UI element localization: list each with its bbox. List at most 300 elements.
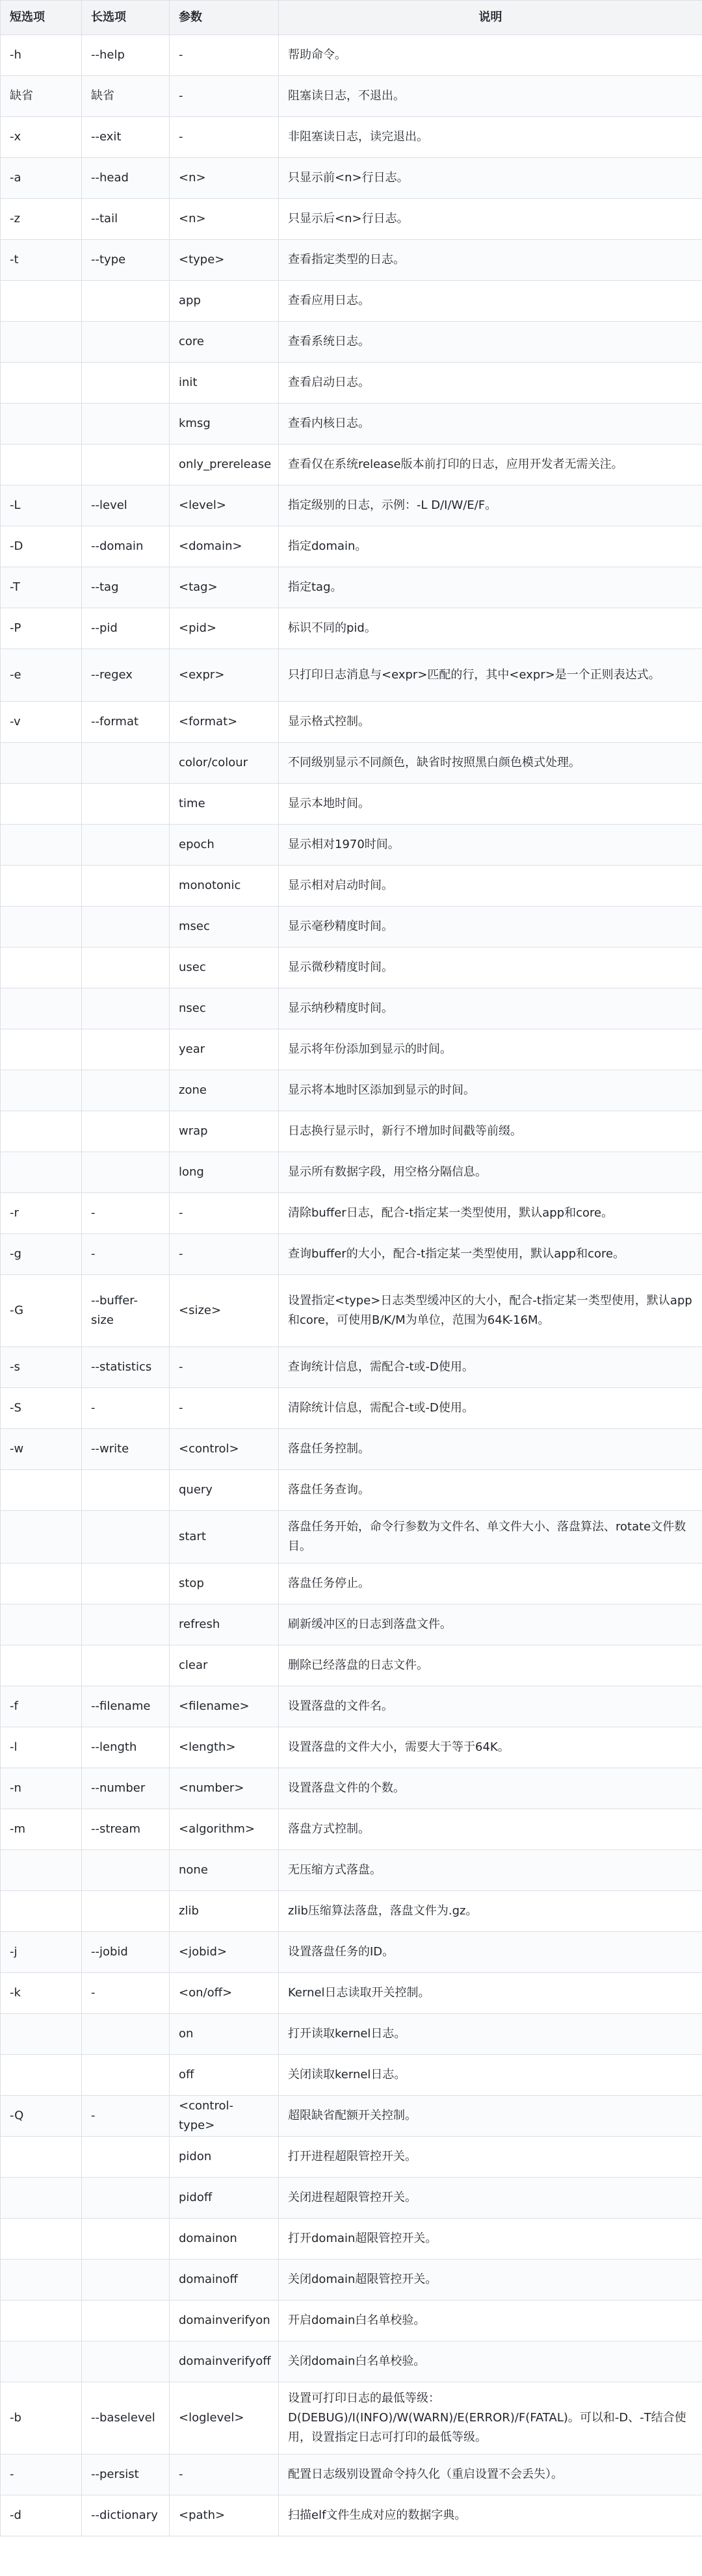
table-row — [1, 1727, 702, 1768]
cell-short-option: -s — [1, 1347, 82, 1388]
table-row — [1, 2219, 702, 2260]
table-row — [1, 1511, 702, 1564]
cell-parameter: - — [170, 1234, 279, 1275]
cell-long-option: --help — [82, 35, 170, 76]
cell-short-option — [1, 2260, 82, 2300]
table-row — [1, 988, 702, 1029]
cell-description: 删除已经落盘的日志文件。 — [279, 1645, 702, 1686]
cell-parameter: - — [170, 1347, 279, 1388]
cell-parameter: on — [170, 2014, 279, 2055]
cell-short-option — [1, 907, 82, 947]
cell-description: 显示所有数据字段，用空格分隔信息。 — [279, 1152, 702, 1193]
table-row — [1, 2260, 702, 2300]
cell-short-option — [1, 1564, 82, 1604]
cell-parameter: pidoff — [170, 2178, 279, 2219]
cell-long-option — [82, 784, 170, 825]
table-row — [1, 199, 702, 240]
cell-short-option: -t — [1, 240, 82, 281]
cell-long-option — [82, 947, 170, 988]
cell-short-option — [1, 363, 82, 404]
cell-description: 指定domain。 — [279, 526, 702, 567]
table-row — [1, 2382, 702, 2454]
cell-long-option — [82, 1511, 170, 1564]
cell-parameter: <expr> — [170, 649, 279, 702]
cell-parameter: <pid> — [170, 608, 279, 649]
table-row — [1, 1070, 702, 1111]
table-row — [1, 1152, 702, 1193]
cell-short-option — [1, 404, 82, 444]
table-row — [1, 158, 702, 199]
cell-short-option — [1, 866, 82, 907]
table-row — [1, 1850, 702, 1891]
cell-long-option — [82, 363, 170, 404]
cell-long-option — [82, 1891, 170, 1932]
cell-description: 标识不同的pid。 — [279, 608, 702, 649]
cell-short-option — [1, 988, 82, 1029]
table-row — [1, 1234, 702, 1275]
cell-parameter: - — [170, 76, 279, 117]
cell-short-option — [1, 1511, 82, 1564]
table-row — [1, 1111, 702, 1152]
table-row — [1, 1768, 702, 1809]
cell-short-option: -L — [1, 485, 82, 526]
header-short-option: 短选项 — [1, 1, 82, 35]
cell-description: 显示微秒精度时间。 — [279, 947, 702, 988]
cell-description: 清除buffer日志，配合-t指定某一类型使用，默认app和core。 — [279, 1193, 702, 1234]
cell-parameter: msec — [170, 907, 279, 947]
cell-parameter: <path> — [170, 2495, 279, 2536]
cell-short-option — [1, 1152, 82, 1193]
cell-parameter: long — [170, 1152, 279, 1193]
cell-description: 查看内核日志。 — [279, 404, 702, 444]
table-row — [1, 702, 702, 743]
cell-long-option — [82, 322, 170, 363]
cell-description: zlib压缩算法落盘，落盘文件为.gz。 — [279, 1891, 702, 1932]
cell-description: 清除统计信息，需配合-t或-D使用。 — [279, 1388, 702, 1429]
cell-description: 查看仅在系统release版本前打印的日志，应用开发者无需关注。 — [279, 444, 702, 485]
cell-long-option: --head — [82, 158, 170, 199]
cell-long-option: --filename — [82, 1686, 170, 1727]
cell-short-option — [1, 322, 82, 363]
table-row — [1, 2178, 702, 2219]
table-row — [1, 117, 702, 158]
cell-long-option — [82, 743, 170, 784]
cell-parameter: <filename> — [170, 1686, 279, 1727]
cell-long-option: --stream — [82, 1809, 170, 1850]
cell-short-option — [1, 825, 82, 866]
cell-long-option: --statistics — [82, 1347, 170, 1388]
cell-long-option — [82, 2014, 170, 2055]
cell-long-option — [82, 1850, 170, 1891]
cell-description: 落盘任务开始，命令行参数为文件名、单文件大小、落盘算法、rotate文件数目。 — [279, 1511, 702, 1564]
cell-parameter: clear — [170, 1645, 279, 1686]
cell-short-option: -l — [1, 1727, 82, 1768]
cell-description: 落盘任务停止。 — [279, 1564, 702, 1604]
cell-description: 只打印日志消息与<expr>匹配的行，其中<expr>是一个正则表达式。 — [279, 649, 702, 702]
cell-short-option — [1, 1850, 82, 1891]
cell-parameter: start — [170, 1511, 279, 1564]
cell-short-option — [1, 2137, 82, 2178]
table-row — [1, 907, 702, 947]
cell-short-option: -b — [1, 2382, 82, 2454]
cell-description: 关闭读取kernel日志。 — [279, 2055, 702, 2096]
cell-description: 非阻塞读日志，读完退出。 — [279, 117, 702, 158]
cell-description: 落盘方式控制。 — [279, 1809, 702, 1850]
cell-long-option: --number — [82, 1768, 170, 1809]
cell-description: 查看指定类型的日志。 — [279, 240, 702, 281]
cell-short-option: -v — [1, 702, 82, 743]
table-row — [1, 76, 702, 117]
cell-parameter: <number> — [170, 1768, 279, 1809]
cell-parameter: off — [170, 2055, 279, 2096]
cell-short-option — [1, 1645, 82, 1686]
cell-short-option — [1, 281, 82, 322]
cell-long-option — [82, 1152, 170, 1193]
cell-long-option — [82, 2178, 170, 2219]
cell-parameter: color/colour — [170, 743, 279, 784]
cell-description: 打开domain超限管控开关。 — [279, 2219, 702, 2260]
cell-description: 设置落盘文件的个数。 — [279, 1768, 702, 1809]
cell-long-option — [82, 1604, 170, 1645]
cell-long-option — [82, 2219, 170, 2260]
cell-parameter: domainon — [170, 2219, 279, 2260]
table-row — [1, 2137, 702, 2178]
table-row — [1, 1686, 702, 1727]
cell-short-option: -P — [1, 608, 82, 649]
cell-description: 落盘任务查询。 — [279, 1470, 702, 1511]
cell-description: 开启domain白名单校验。 — [279, 2300, 702, 2341]
table-row — [1, 1891, 702, 1932]
cell-short-option — [1, 784, 82, 825]
cell-long-option — [82, 825, 170, 866]
cell-parameter: app — [170, 281, 279, 322]
cell-description: 关闭进程超限管控开关。 — [279, 2178, 702, 2219]
table-row — [1, 404, 702, 444]
cell-parameter: stop — [170, 1564, 279, 1604]
cell-parameter: epoch — [170, 825, 279, 866]
table-row — [1, 1275, 702, 1347]
cell-description: 显示格式控制。 — [279, 702, 702, 743]
cell-long-option — [82, 1470, 170, 1511]
cell-long-option: --buffer-size — [82, 1275, 170, 1347]
cell-description: 日志换行显示时，新行不增加时间戳等前缀。 — [279, 1111, 702, 1152]
table-row — [1, 363, 702, 404]
table-row — [1, 1645, 702, 1686]
cell-parameter: - — [170, 35, 279, 76]
table-row — [1, 2014, 702, 2055]
cell-long-option: - — [82, 2096, 170, 2137]
cell-short-option: -w — [1, 1429, 82, 1470]
cell-description: 超限缺省配额开关控制。 — [279, 2096, 702, 2137]
cell-parameter: <n> — [170, 199, 279, 240]
cell-long-option: --baselevel — [82, 2382, 170, 2454]
cell-short-option: -r — [1, 1193, 82, 1234]
cell-parameter: zlib — [170, 1891, 279, 1932]
cell-short-option: -j — [1, 1932, 82, 1973]
cell-parameter: <domain> — [170, 526, 279, 567]
cell-long-option — [82, 1029, 170, 1070]
cell-long-option: --level — [82, 485, 170, 526]
cell-long-option: 缺省 — [82, 76, 170, 117]
cell-long-option — [82, 988, 170, 1029]
table-row — [1, 281, 702, 322]
table-body — [1, 35, 702, 2536]
cell-long-option: --pid — [82, 608, 170, 649]
cell-short-option — [1, 1604, 82, 1645]
header-parameter: 参数 — [170, 1, 279, 35]
cell-short-option: - — [1, 2454, 82, 2495]
cell-long-option: - — [82, 1388, 170, 1429]
cell-description: 查询buffer的大小，配合-t指定某一类型使用，默认app和core。 — [279, 1234, 702, 1275]
cell-description: 落盘任务控制。 — [279, 1429, 702, 1470]
cell-short-option: -S — [1, 1388, 82, 1429]
cell-long-option — [82, 2300, 170, 2341]
cell-description: 显示本地时间。 — [279, 784, 702, 825]
table-row — [1, 2055, 702, 2096]
cell-short-option — [1, 743, 82, 784]
cell-long-option: --type — [82, 240, 170, 281]
cell-short-option: -m — [1, 1809, 82, 1850]
cell-description: 刷新缓冲区的日志到落盘文件。 — [279, 1604, 702, 1645]
cell-long-option — [82, 1645, 170, 1686]
cell-parameter: <n> — [170, 158, 279, 199]
cell-long-option — [82, 2137, 170, 2178]
cell-long-option: --tail — [82, 199, 170, 240]
cell-parameter: - — [170, 1388, 279, 1429]
table-row — [1, 947, 702, 988]
cell-parameter: <on/off> — [170, 1973, 279, 2014]
table-row — [1, 444, 702, 485]
cell-description: 设置落盘的文件名。 — [279, 1686, 702, 1727]
cell-parameter: <level> — [170, 485, 279, 526]
cell-description: 查看应用日志。 — [279, 281, 702, 322]
cell-parameter: domainverifyon — [170, 2300, 279, 2341]
cell-long-option: --format — [82, 702, 170, 743]
cell-short-option: 缺省 — [1, 76, 82, 117]
cell-description: 设置落盘任务的ID。 — [279, 1932, 702, 1973]
cell-short-option — [1, 444, 82, 485]
table-header-row — [1, 1, 702, 35]
table-row — [1, 1429, 702, 1470]
cell-short-option — [1, 2341, 82, 2382]
cell-description: 不同级别显示不同颜色，缺省时按照黑白颜色模式处理。 — [279, 743, 702, 784]
cell-long-option — [82, 1111, 170, 1152]
cell-parameter: query — [170, 1470, 279, 1511]
cell-parameter: year — [170, 1029, 279, 1070]
cell-long-option: --jobid — [82, 1932, 170, 1973]
cell-parameter: none — [170, 1850, 279, 1891]
cell-parameter: <loglevel> — [170, 2382, 279, 2454]
cell-description: 指定级别的日志，示例：-L D/I/W/E/F。 — [279, 485, 702, 526]
cell-description: 关闭domain白名单校验。 — [279, 2341, 702, 2382]
table-row — [1, 35, 702, 76]
table-row — [1, 2495, 702, 2536]
cell-parameter: domainverifyoff — [170, 2341, 279, 2382]
cell-short-option — [1, 1891, 82, 1932]
cell-parameter: init — [170, 363, 279, 404]
cell-description: 只显示后<n>行日志。 — [279, 199, 702, 240]
cell-short-option: -h — [1, 35, 82, 76]
cell-description: 显示将年份添加到显示的时间。 — [279, 1029, 702, 1070]
cell-short-option — [1, 1029, 82, 1070]
cell-parameter: core — [170, 322, 279, 363]
cell-long-option: - — [82, 1193, 170, 1234]
cell-description: 配置日志级别设置命令持久化（重启设置不会丢失）。 — [279, 2454, 702, 2495]
cell-parameter: <control> — [170, 1429, 279, 1470]
cell-short-option — [1, 2178, 82, 2219]
table-row — [1, 567, 702, 608]
table-row — [1, 1604, 702, 1645]
cell-short-option: -k — [1, 1973, 82, 2014]
cell-short-option: -e — [1, 649, 82, 702]
cell-description: 扫描elf文件生成对应的数据字典。 — [279, 2495, 702, 2536]
table-row — [1, 743, 702, 784]
cell-description: 设置可打印日志的最低等级：D(DEBUG)/I(INFO)/W(WARN)/E(ERROR)/F(FATAL)。可以和-D、-T结合使用，设置指定日志可打印的最低等级。 — [279, 2382, 702, 2454]
table-row — [1, 2454, 702, 2495]
cell-long-option: --exit — [82, 117, 170, 158]
cell-description: 阻塞读日志，不退出。 — [279, 76, 702, 117]
cell-description: 指定tag。 — [279, 567, 702, 608]
cell-parameter: nsec — [170, 988, 279, 1029]
cell-short-option: -T — [1, 567, 82, 608]
cell-long-option: --persist — [82, 2454, 170, 2495]
cell-short-option — [1, 1111, 82, 1152]
cell-description: 打开进程超限管控开关。 — [279, 2137, 702, 2178]
cell-parameter: <size> — [170, 1275, 279, 1347]
cell-long-option — [82, 866, 170, 907]
table-row — [1, 1564, 702, 1604]
cell-long-option — [82, 2260, 170, 2300]
table-row — [1, 1973, 702, 2014]
table-row — [1, 866, 702, 907]
cell-short-option — [1, 947, 82, 988]
cell-long-option — [82, 2055, 170, 2096]
cell-description: 显示将本地时区添加到显示的时间。 — [279, 1070, 702, 1111]
cell-long-option: --length — [82, 1727, 170, 1768]
table-row — [1, 1932, 702, 1973]
cell-long-option — [82, 444, 170, 485]
cell-parameter: kmsg — [170, 404, 279, 444]
table-row — [1, 1193, 702, 1234]
cell-short-option: -z — [1, 199, 82, 240]
table-row — [1, 1347, 702, 1388]
table-row — [1, 1809, 702, 1850]
cell-parameter: <control-type> — [170, 2096, 279, 2137]
cell-long-option: --regex — [82, 649, 170, 702]
cell-parameter: wrap — [170, 1111, 279, 1152]
table-row — [1, 608, 702, 649]
cell-short-option: -x — [1, 117, 82, 158]
cell-parameter: time — [170, 784, 279, 825]
table-row — [1, 2300, 702, 2341]
cell-parameter: <jobid> — [170, 1932, 279, 1973]
cell-description: 打开读取kernel日志。 — [279, 2014, 702, 2055]
cell-long-option — [82, 1564, 170, 1604]
cell-long-option — [82, 907, 170, 947]
cell-parameter: <format> — [170, 702, 279, 743]
header-description: 说明 — [279, 1, 702, 35]
cell-short-option: -D — [1, 526, 82, 567]
table-row — [1, 240, 702, 281]
cell-description: Kernel日志读取开关控制。 — [279, 1973, 702, 2014]
cell-long-option: - — [82, 1234, 170, 1275]
cell-short-option: -G — [1, 1275, 82, 1347]
cell-parameter: - — [170, 1193, 279, 1234]
cell-short-option — [1, 2300, 82, 2341]
cell-long-option: --dictionary — [82, 2495, 170, 2536]
cell-long-option — [82, 281, 170, 322]
cell-short-option: -f — [1, 1686, 82, 1727]
cell-description: 查询统计信息，需配合-t或-D使用。 — [279, 1347, 702, 1388]
table-row — [1, 825, 702, 866]
table-row — [1, 649, 702, 702]
table-row — [1, 322, 702, 363]
cell-short-option: -d — [1, 2495, 82, 2536]
cell-parameter: - — [170, 2454, 279, 2495]
cell-description: 显示毫秒精度时间。 — [279, 907, 702, 947]
cell-parameter: only_prerelease — [170, 444, 279, 485]
cell-long-option — [82, 2341, 170, 2382]
cell-short-option: -n — [1, 1768, 82, 1809]
table-row — [1, 1470, 702, 1511]
cell-description: 设置指定<type>日志类型缓冲区的大小，配合-t指定某一类型使用，默认app和core，可使用B/K/M为单位，范围为64K-16M。 — [279, 1275, 702, 1347]
cell-description: 设置落盘的文件大小，需要大于等于64K。 — [279, 1727, 702, 1768]
cell-long-option — [82, 1070, 170, 1111]
cell-short-option — [1, 2014, 82, 2055]
cell-long-option: --tag — [82, 567, 170, 608]
cell-short-option — [1, 2055, 82, 2096]
cell-long-option: --domain — [82, 526, 170, 567]
cell-description: 无压缩方式落盘。 — [279, 1850, 702, 1891]
table-row — [1, 526, 702, 567]
table-row — [1, 1029, 702, 1070]
cell-parameter: pidon — [170, 2137, 279, 2178]
cell-short-option: -Q — [1, 2096, 82, 2137]
table-row — [1, 2341, 702, 2382]
cell-parameter: <length> — [170, 1727, 279, 1768]
cell-short-option: -g — [1, 1234, 82, 1275]
header-long-option: 长选项 — [82, 1, 170, 35]
cell-parameter: monotonic — [170, 866, 279, 907]
cell-description: 显示相对1970时间。 — [279, 825, 702, 866]
cell-short-option: -a — [1, 158, 82, 199]
cell-description: 关闭domain超限管控开关。 — [279, 2260, 702, 2300]
cell-long-option — [82, 404, 170, 444]
cell-short-option — [1, 1070, 82, 1111]
table-row — [1, 1388, 702, 1429]
table-row — [1, 2096, 702, 2137]
cell-parameter: domainoff — [170, 2260, 279, 2300]
cell-short-option — [1, 2219, 82, 2260]
cell-short-option — [1, 1470, 82, 1511]
cell-parameter: <tag> — [170, 567, 279, 608]
cell-parameter: zone — [170, 1070, 279, 1111]
cell-parameter: usec — [170, 947, 279, 988]
cell-long-option: --write — [82, 1429, 170, 1470]
cell-long-option: - — [82, 1973, 170, 2014]
cell-parameter: <algorithm> — [170, 1809, 279, 1850]
cell-parameter: refresh — [170, 1604, 279, 1645]
table-row — [1, 485, 702, 526]
cell-description: 查看启动日志。 — [279, 363, 702, 404]
table-row — [1, 784, 702, 825]
cell-parameter: <type> — [170, 240, 279, 281]
cell-description: 帮助命令。 — [279, 35, 702, 76]
cell-description: 查看系统日志。 — [279, 322, 702, 363]
cell-description: 显示纳秒精度时间。 — [279, 988, 702, 1029]
cell-description: 显示相对启动时间。 — [279, 866, 702, 907]
cell-description: 只显示前<n>行日志。 — [279, 158, 702, 199]
